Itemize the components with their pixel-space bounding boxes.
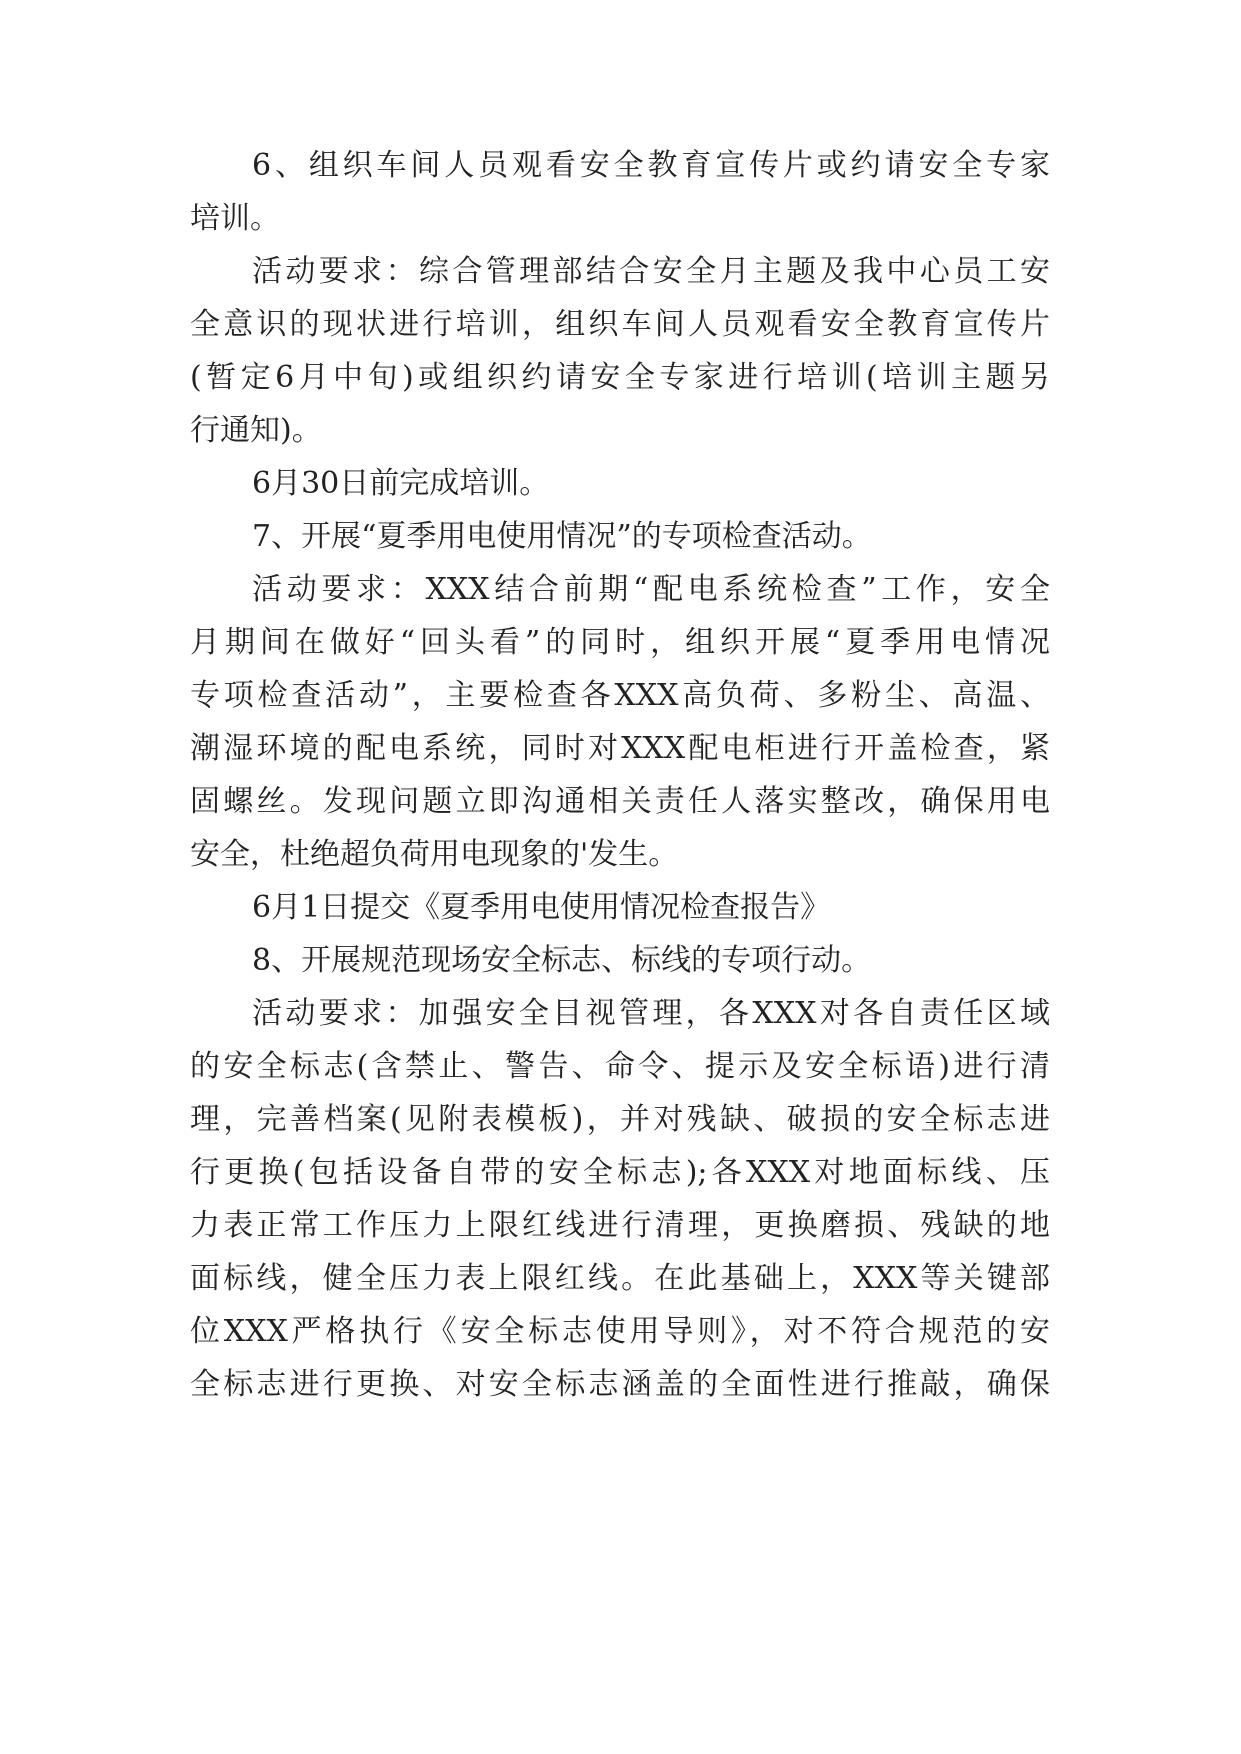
text-line: 月期间在做好“回头看”的同时，组织开展“夏季用电情况 xyxy=(190,625,1050,660)
text-line: 潮湿环境的配电系统，同时对XXX配电柜进行开盖检查，紧 xyxy=(190,731,1050,766)
text-line: 培训。 xyxy=(190,201,280,236)
text-line: 理，完善档案(见附表模板)，并对残缺、破损的安全标志进 xyxy=(190,1102,1050,1137)
text-line: 8、开展规范现场安全标志、标线的专项行动。 xyxy=(252,943,872,978)
text-line: (暂定6月中旬)或组织约请安全专家进行培训(培训主题另 xyxy=(190,360,1050,395)
text-line: 7、开展“夏季用电使用情况”的专项检查活动。 xyxy=(252,519,872,554)
text-line: 全标志进行更换、对安全标志涵盖的全面性进行推敲，确保 xyxy=(190,1367,1050,1402)
text-line: 位XXX严格执行《安全标志使用导则》，对不符合规范的安 xyxy=(190,1314,1050,1349)
text-line: 活动要求：加强安全目视管理，各XXX对各自责任区域 xyxy=(252,996,1050,1031)
text-line: 行通知)。 xyxy=(190,413,322,448)
text-line: 6月1日提交《夏季用电使用情况检查报告》 xyxy=(252,890,831,925)
text-line: 行更换(包括设备自带的安全标志);各XXX对地面标线、压 xyxy=(190,1155,1050,1190)
text-line: 固螺丝。发现问题立即沟通相关责任人落实整改，确保用电 xyxy=(190,784,1050,819)
text-line: 专项检查活动”，主要检查各XXX高负荷、多粉尘、高温、 xyxy=(190,678,1050,713)
text-line: 活动要求：XXX结合前期“配电系统检查”工作，安全 xyxy=(252,572,1050,607)
text-line: 6、组织车间人员观看安全教育宣传片或约请安全专家 xyxy=(252,148,1050,183)
text-line: 面标线，健全压力表上限红线。在此基础上，XXX等关键部 xyxy=(190,1261,1050,1296)
text-line: 力表正常工作压力上限红线进行清理，更换磨损、残缺的地 xyxy=(190,1208,1050,1243)
text-line: 安全，杜绝超负荷用电现象的'发生。 xyxy=(190,837,679,872)
text-line: 6月30日前完成培训。 xyxy=(252,466,550,501)
text-line: 的安全标志(含禁止、警告、命令、提示及安全标语)进行清 xyxy=(190,1049,1050,1084)
text-line: 全意识的现状进行培训，组织车间人员观看安全教育宣传片 xyxy=(190,307,1050,342)
text-line: 活动要求：综合管理部结合安全月主题及我中心员工安 xyxy=(252,254,1050,289)
